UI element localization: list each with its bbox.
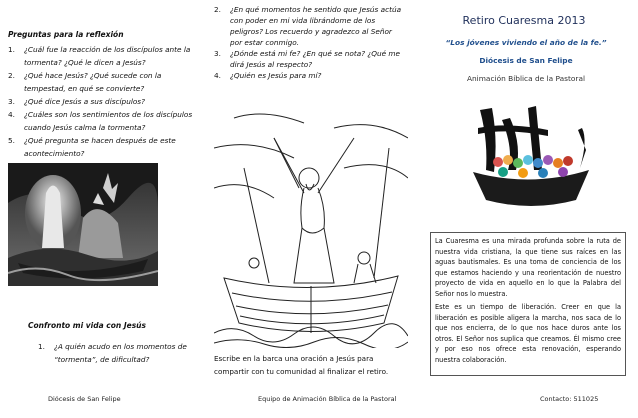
life-questions [214, 4, 402, 81]
confronto-list [38, 340, 198, 366]
list-item: 5. ¿Qué pregunta se hacen después de este acontecimiento? [8, 136, 176, 158]
storm-boat-image [8, 163, 158, 286]
diocese-name: Diócesis de San Felipe [479, 56, 573, 65]
closing-instruction: Escribe en la barca una oración a Jesús para compartir con tu comunidad al finalizar el retiro. [214, 354, 389, 376]
footer-diocese: Diócesis de San Felipe [48, 395, 121, 403]
footer-team: Equipo de Animación Bíblica de la Pastoral [258, 395, 397, 403]
retreat-title: Retiro Cuaresma 2013 [462, 14, 586, 27]
boat-crowd-illustration [468, 100, 594, 220]
list-item: 1. ¿Cuál fue la reacción de los discípulos ante la tormenta? ¿Qué le dicen a Jesús? [8, 45, 191, 67]
reflection-questions [8, 43, 193, 160]
team-name: Animación Bíblica de la Pastoral [466, 74, 586, 83]
middle-panel [210, 0, 422, 418]
lent-paragraph-2: Este es un tiempo de liberación. Creer en que la liberación es posible aligera la marcha, nos saca de lo que nos encierra, de lo que nos hace duros ante los otros. El Señor nos suplica que creamos. Él mismo cree y por eso nos ofrece esta renovación, esperando nuestra colaboración. [435, 303, 621, 364]
jesus-boat-drawing [214, 108, 408, 348]
jesus-boat-illustration [214, 108, 408, 348]
footer-contact: Contacto: 511025 [540, 395, 599, 403]
retreat-subtitle: “Los jóvenes viviendo el año de la fe.” [445, 38, 607, 47]
boat-crowd-image [468, 100, 594, 220]
list-item: 1. ¿A quién acudo en los momentos de “tormenta”, de dificultad? [38, 342, 187, 364]
lent-description-box [430, 232, 626, 376]
reflection-heading: Preguntas para la reflexión [8, 30, 124, 39]
lent-paragraph-1: La Cuaresma es una mirada profunda sobre la ruta de nuestra vida cristiana, la que tiene sus raíces en las aguas bautismales. Es una toma de conciencia de los que estamos haciendo y una reorientación de nuestro proyecto de vida en aquello en lo que la Palabra del Señor nos lo muestra. [435, 237, 621, 298]
list-item: 3. ¿Qué dice Jesús a sus discípulos? [8, 97, 145, 106]
right-panel [424, 0, 638, 418]
list-item: 2. ¿En qué momentos he sentido que Jesús actúa con poder en mi vida librándome de los peligros? Los recuerdo y agradezco al Señor por estar conmigo. [214, 5, 402, 47]
list-item: 3. ¿Dónde está mi fe? ¿En qué se nota? ¿Qué me dirá Jesús al respecto? [214, 49, 401, 69]
list-item: 4. ¿Cuáles son los sentimientos de los discípulos cuando Jesús calma la tormenta? [8, 110, 193, 132]
list-item: 4. ¿Quién es Jesús para mí? [214, 71, 322, 80]
left-panel [0, 0, 210, 418]
storm-illustration [8, 163, 158, 286]
list-item: 2. ¿Qué hace Jesús? ¿Qué sucede con la tempestad, en qué se convierte? [8, 71, 162, 93]
confronto-heading: Confronto mi vida con Jesús [28, 321, 146, 330]
